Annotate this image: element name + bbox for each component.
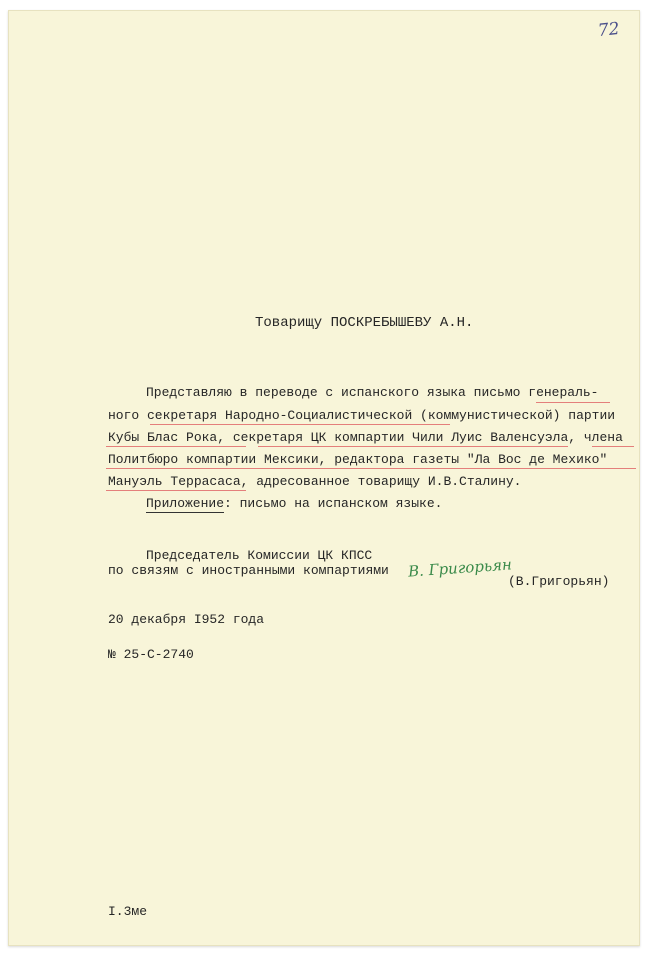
addressee: Товарищу ПОСКРЕБЫШЕВУ А.Н.	[255, 315, 474, 331]
handwritten-signature: В. Григорьян	[407, 555, 513, 581]
footer-code: I.3ме	[108, 904, 148, 919]
attachment-underline	[146, 512, 224, 513]
signature-title-line-2: по связям с иностранными компартиями	[108, 563, 389, 578]
document-date: 20 декабря I952 года	[108, 612, 265, 627]
document-number: № 25-С-2740	[108, 647, 194, 662]
body-line-4: Политбюро компартии Мексики, редактора газеты "Ла Вос де Мехико"	[108, 452, 608, 467]
red-underline-member	[592, 446, 634, 447]
red-underline-chile	[258, 446, 568, 447]
page-number: 72	[596, 18, 621, 42]
red-underline-general-secretary	[536, 402, 610, 403]
signature-title-line-1: Председатель Комиссии ЦК КПСС	[146, 548, 373, 563]
body-line-5: Мануэль Террасаса, адресованное товарищу И.В.Сталину.	[108, 474, 522, 489]
signature-name: (В.Григорьян)	[508, 574, 610, 589]
red-underline-party	[150, 424, 450, 425]
body-line-3: Кубы Блас Рока, секретаря ЦК компартии Чили Луис Валенсуэла, члена	[108, 430, 623, 445]
red-underline-cuba	[106, 446, 246, 447]
attachment-text: : письмо на испанском языке.	[224, 496, 443, 511]
red-underline-mexico	[106, 468, 636, 469]
red-underline-terrasas	[106, 490, 246, 491]
attachment-label: Приложение	[146, 496, 225, 511]
body-line-2: ного секретаря Народно-Социалистической (коммунистической) партии	[108, 408, 616, 423]
body-line-1: Представляю в переводе с испанского языка письмо генераль-	[146, 385, 599, 400]
